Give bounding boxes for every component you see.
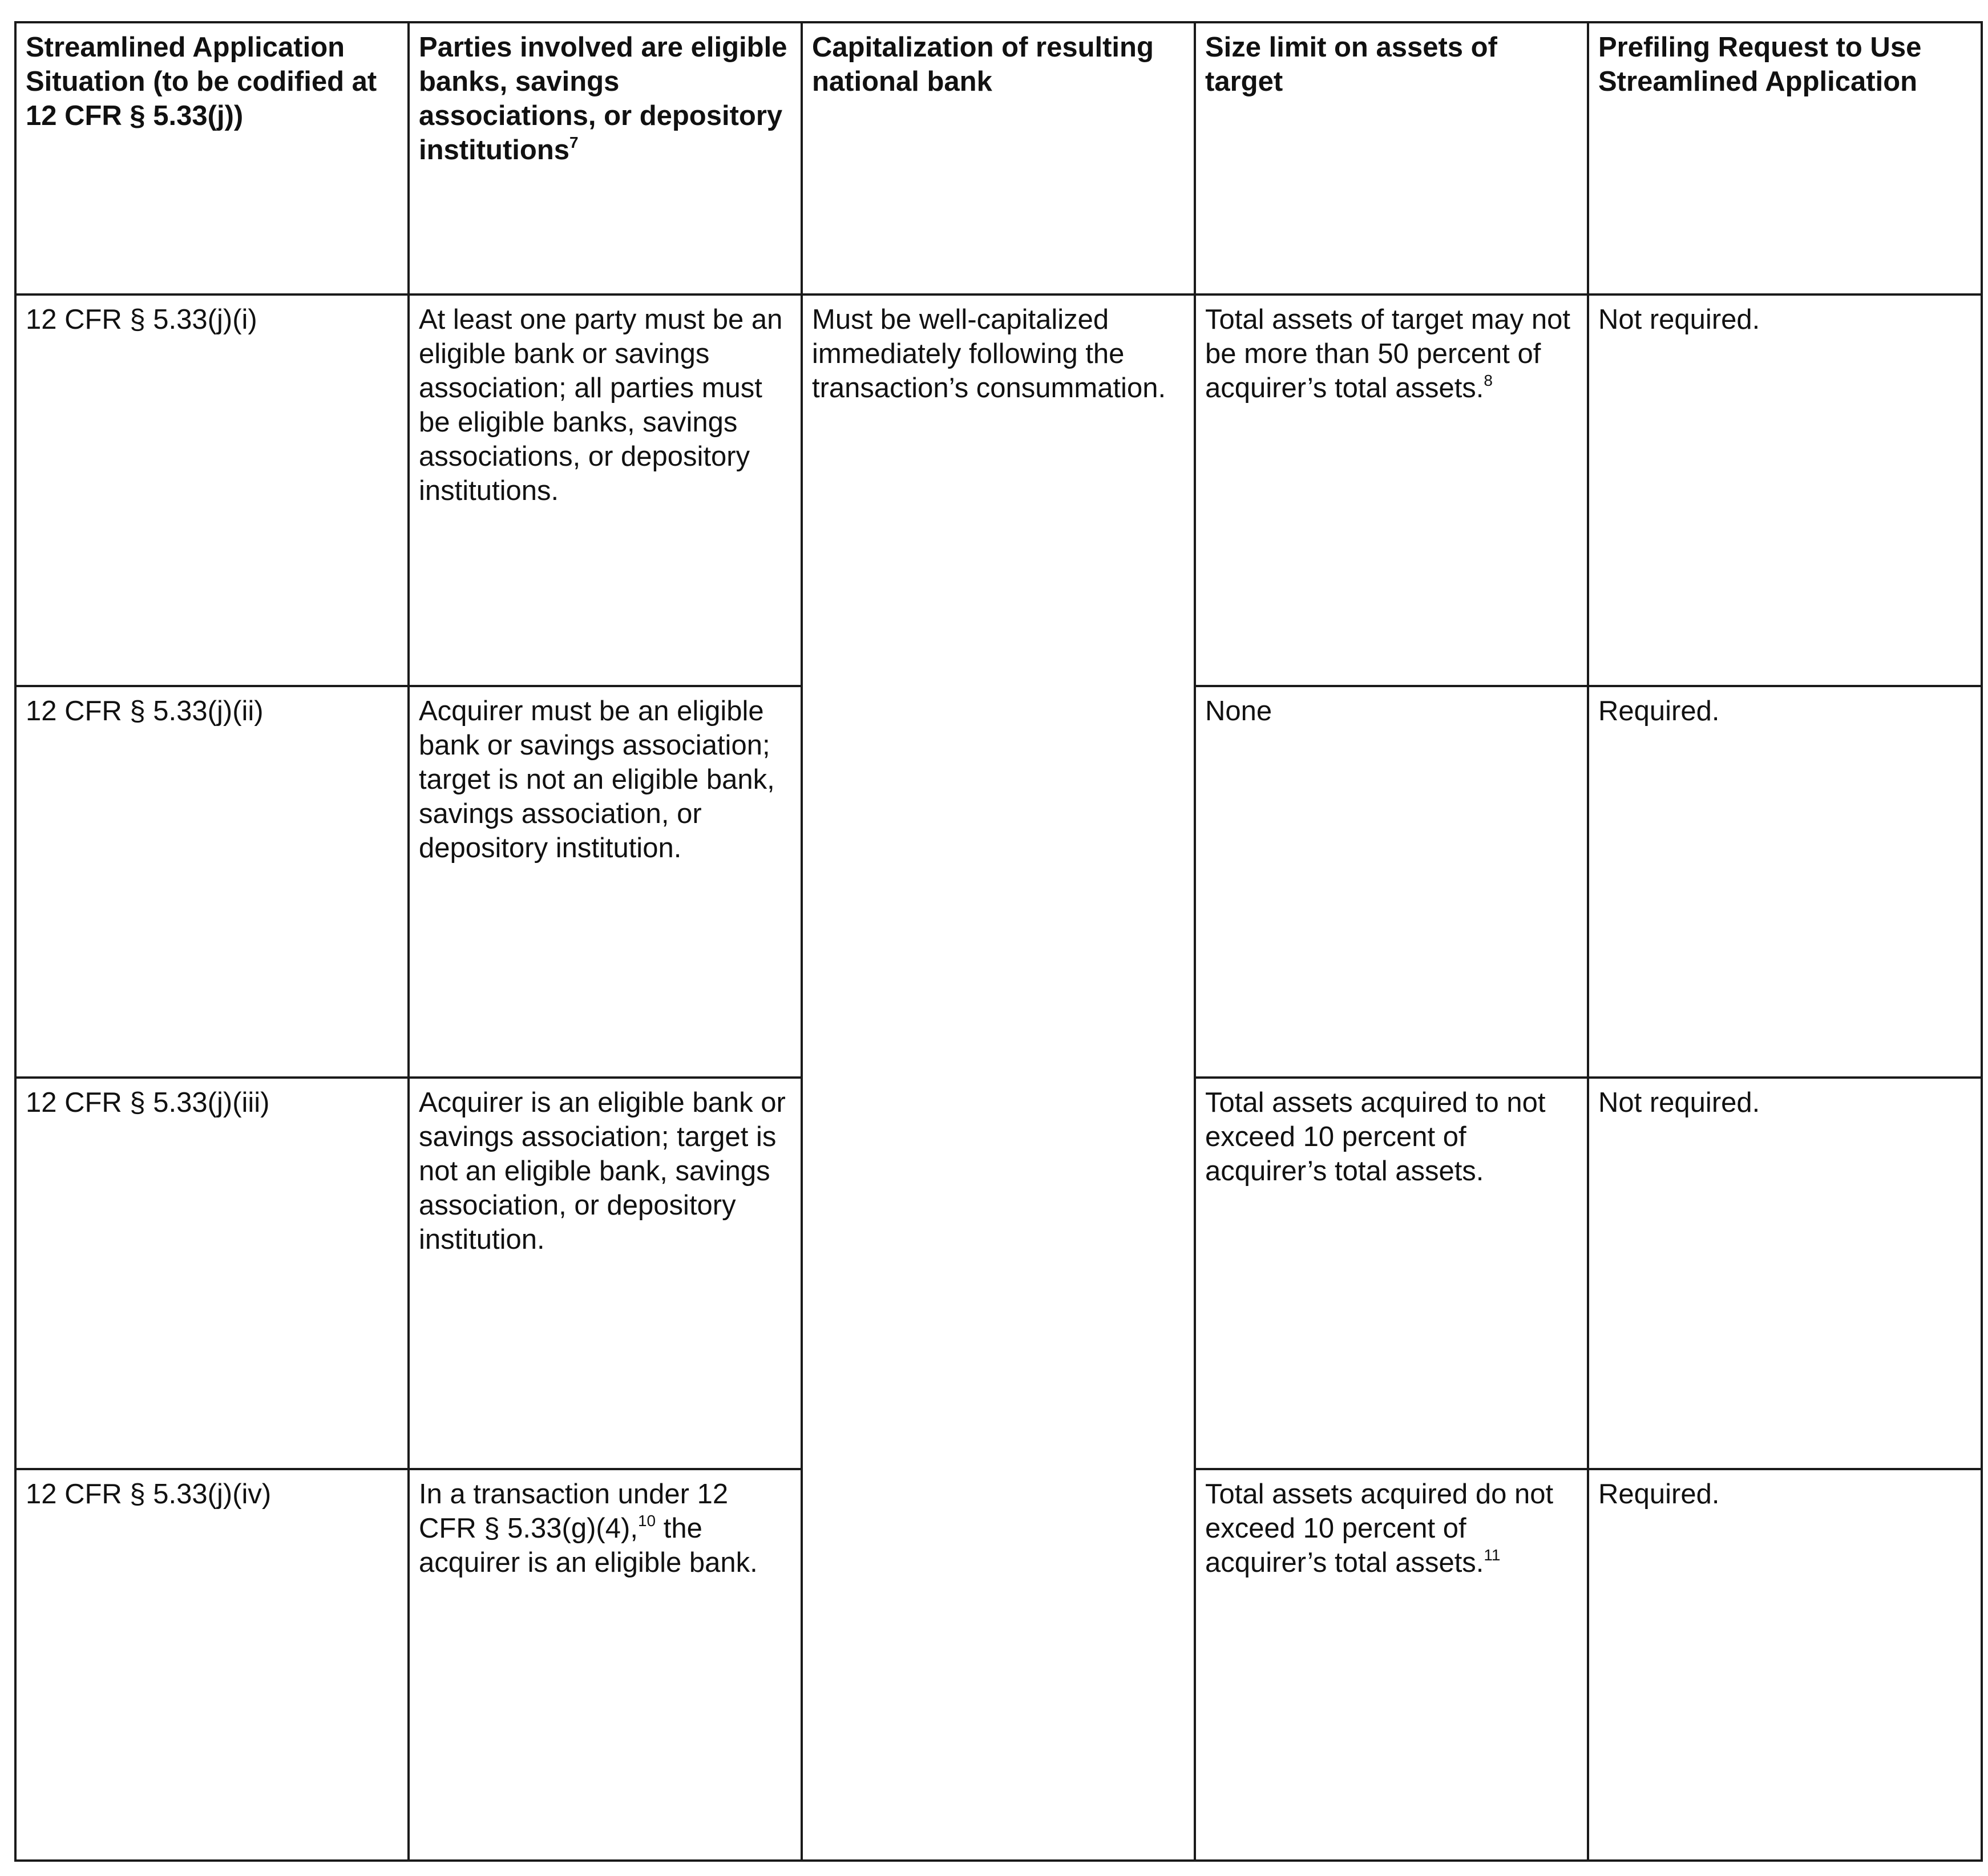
cell-size-limit: None <box>1195 686 1588 1078</box>
footnote-marker: 11 <box>1484 1546 1501 1564</box>
cell-capitalization: Must be well-capitalized immediately following the transaction’s consummation. <box>802 294 1195 1861</box>
cell-parties: Acquirer is an eligible bank or savings association; target is not an eligible bank, savings association, or depository institution. <box>409 1078 802 1469</box>
footnote-marker: 8 <box>1484 372 1493 389</box>
header-situation: Streamlined Application Situation (to be codified at 12 CFR § 5.33(j)) <box>15 22 409 294</box>
cell-situation: 12 CFR § 5.33(j)(iv) <box>15 1469 409 1861</box>
table-header-row <box>15 22 1982 294</box>
header-prefiling: Prefiling Request to Use Streamlined Application <box>1588 22 1982 294</box>
header-capitalization: Capitalization of resulting national bank <box>802 22 1195 294</box>
cell-parties: In a transaction under 12 CFR § 5.33(g)(4),$^{10}$ the acquirer is an eligible bank. <box>409 1469 802 1861</box>
streamlined-application-table <box>14 21 1983 1862</box>
cell-prefiling: Required. <box>1588 1469 1982 1861</box>
header-size-limit: Size limit on assets of target <box>1195 22 1588 294</box>
header-parties: Parties involved are eligible banks, savings associations, or depository institutions$^7$ <box>409 22 802 294</box>
cell-size-limit: Total assets acquired to not exceed 10 percent of acquirer’s total assets. <box>1195 1078 1588 1469</box>
cell-prefiling: Required. <box>1588 686 1982 1078</box>
cell-prefiling: Not required. <box>1588 294 1982 686</box>
cell-parties: At least one party must be an eligible bank or savings association; all parties must be eligible banks, savings associations, or depository institutions. <box>409 294 802 686</box>
cell-prefiling: Not required. <box>1588 1078 1982 1469</box>
footnote-marker: 7 <box>569 134 579 151</box>
table-row <box>15 294 1982 686</box>
cell-situation: 12 CFR § 5.33(j)(ii) <box>15 686 409 1078</box>
cell-situation: 12 CFR § 5.33(j)(i) <box>15 294 409 686</box>
cell-size-limit: Total assets acquired do not exceed 10 percent of acquirer’s total assets.$^{11}$ <box>1195 1469 1588 1861</box>
cell-situation: 12 CFR § 5.33(j)(iii) <box>15 1078 409 1469</box>
footnote-marker: 10 <box>637 1512 656 1530</box>
cell-parties: Acquirer must be an eligible bank or savings association; target is not an eligible bank, savings association, or depository institution. <box>409 686 802 1078</box>
cell-size-limit: Total assets of target may not be more than 50 percent of acquirer’s total assets.$^8$ <box>1195 294 1588 686</box>
